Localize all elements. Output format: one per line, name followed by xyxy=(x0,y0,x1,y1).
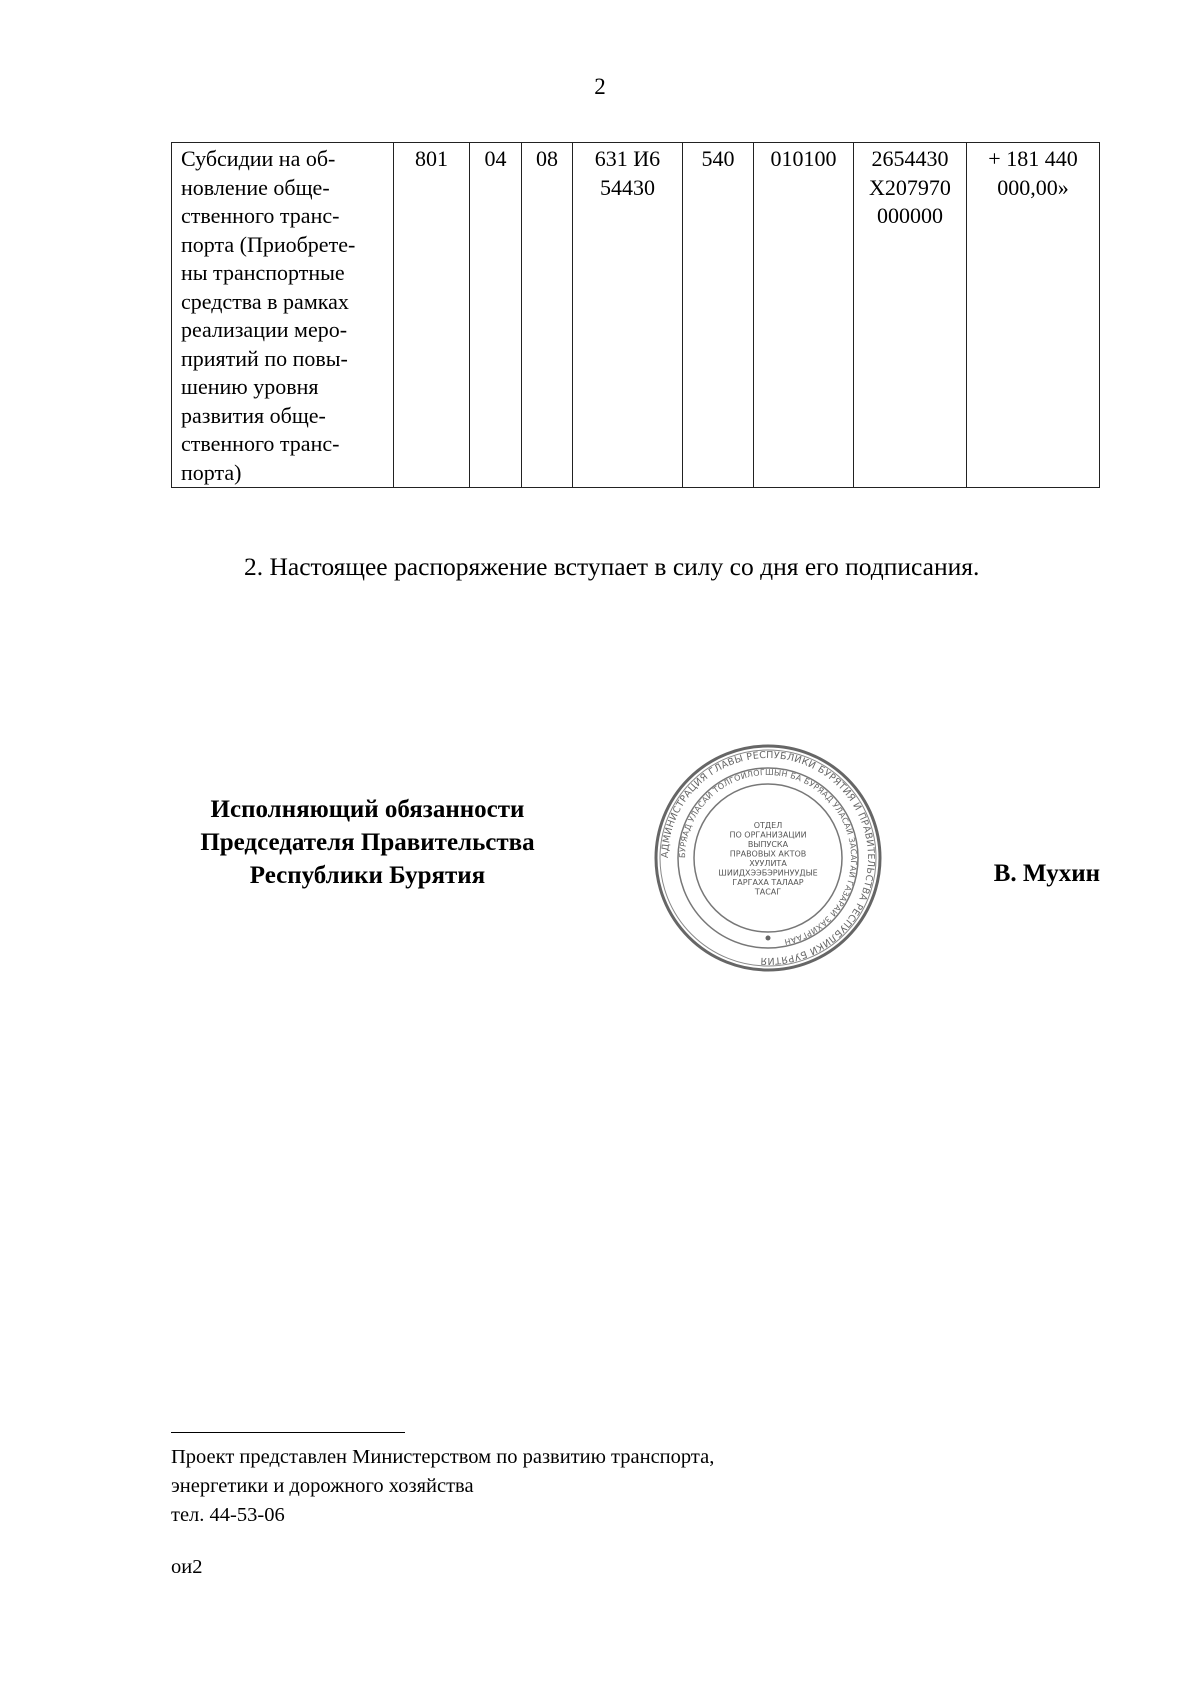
svg-text:АДМИНИСТРАЦИЯ ГЛАВЫ РЕСПУБЛИКИ: АДМИНИСТРАЦИЯ ГЛАВЫ РЕСПУБЛИКИ БУРЯТИЯ И ПРАВИТЕЛЬСТВА РЕСПУБЛИКИ БУРЯТИЯ xyxy=(659,749,877,967)
footnote-line: тел. 44-53-06 xyxy=(171,1504,285,1526)
footnote xyxy=(171,1443,714,1530)
svg-text:БУРЯАД УЛАСАЙ ТОЛГОЙЛОГШЫН БА: БУРЯАД УЛАСАЙ ТОЛГОЙЛОГШЫН БА БУРЯАД УЛАСАЙ ЗАСАГАЙ ГАЗАРАЙ ЗАХИРГААН xyxy=(677,767,859,947)
signer-title-line: Председателя Правительства xyxy=(200,829,535,856)
extra-code-cell: 2654430 Х207970 000000 xyxy=(854,143,967,488)
svg-text:ШИИДХЭЭБЭРИНУУДЫЕ: ШИИДХЭЭБЭРИНУУДЫЕ xyxy=(718,868,818,878)
code-cell: 010100 xyxy=(754,143,854,488)
svg-text:ПО ОРГАНИЗАЦИИ: ПО ОРГАНИЗАЦИИ xyxy=(729,830,807,840)
signer-title-line: Республики Бурятия xyxy=(249,862,486,889)
page-number: 2 xyxy=(594,74,606,99)
signer-name: В. Мухин xyxy=(993,860,1100,887)
svg-text:ВЫПУСКА: ВЫПУСКА xyxy=(747,839,789,849)
svg-text:ПРАВОВЫХ АКТОВ: ПРАВОВЫХ АКТОВ xyxy=(729,849,807,859)
expense-type-cell: 540 xyxy=(683,143,754,488)
document-code: ои2 xyxy=(171,1556,203,1578)
footnote-divider xyxy=(171,1432,405,1433)
budget-table xyxy=(171,142,1100,488)
svg-text:ГАРГАХА ТАЛААР: ГАРГАХА ТАЛААР xyxy=(732,877,804,887)
svg-text:ОТДЕЛ: ОТДЕЛ xyxy=(753,820,783,830)
svg-text:ХУУЛИТА: ХУУЛИТА xyxy=(749,858,787,868)
official-stamp xyxy=(652,742,884,974)
ministry-code-cell: 801 xyxy=(394,143,470,488)
svg-text:ТАСАГ: ТАСАГ xyxy=(754,887,782,897)
signer-title xyxy=(165,793,570,892)
subsection-cell: 08 xyxy=(522,143,573,488)
clause-text: 2. Настоящее распоряжение вступает в силу со дня его подписания. xyxy=(244,552,980,581)
target-article-cell: 631 И6 54430 xyxy=(573,143,683,488)
amount-cell: + 181 440 000,00» xyxy=(967,143,1100,488)
row-description: Субсидии на об- новление обще- ственного транс- порта (Приобрете- ны транспортные средства в рамках реализации меро- приятий по повы- шению уровня развития обще- ственного транс- порта) xyxy=(172,143,394,488)
section-cell: 04 xyxy=(470,143,522,488)
footnote-line: энергетики и дорожного хозяйства xyxy=(171,1475,474,1497)
table-row xyxy=(172,143,1100,488)
footnote-line: Проект представлен Министерством по развитию транспорта, xyxy=(171,1446,715,1468)
signer-title-line: Исполняющий обязанности xyxy=(210,796,525,823)
